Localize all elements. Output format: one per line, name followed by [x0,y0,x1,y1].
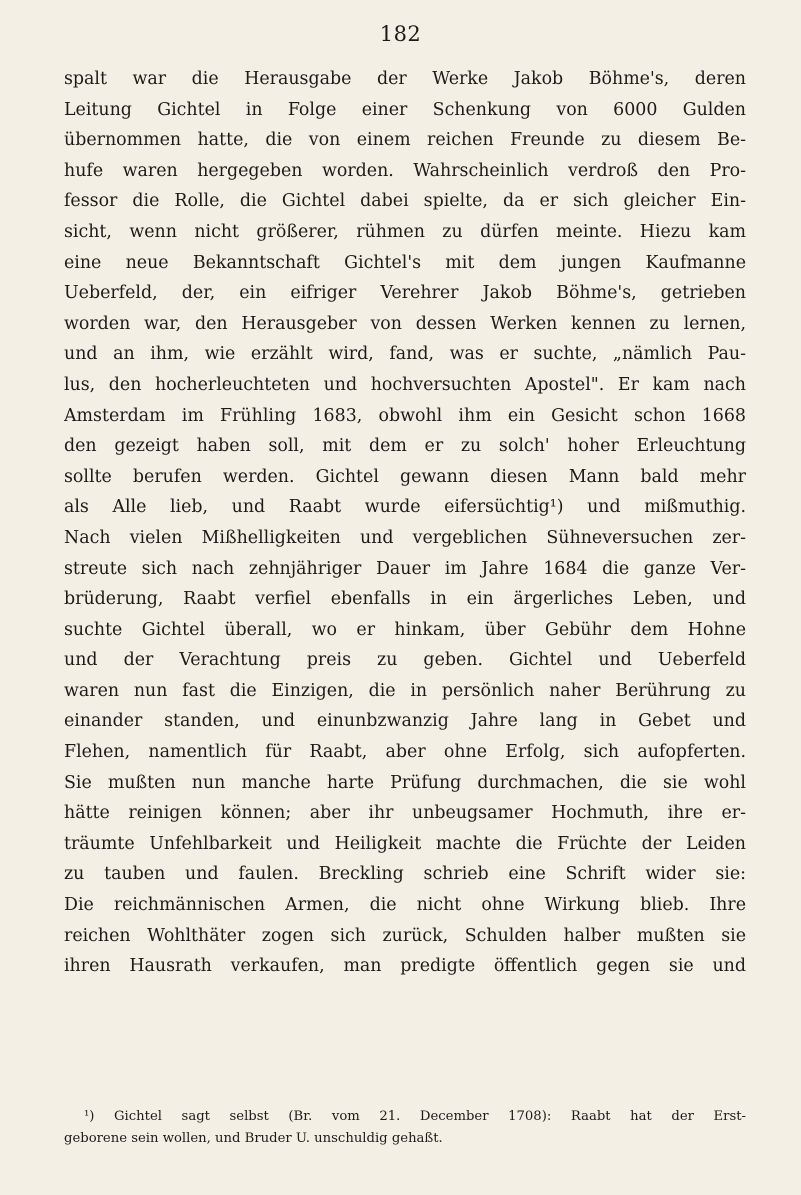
text-line: Flehen, namentlich für Raabt, aber ohne Erfolg, sich aufopferten. [64,742,746,763]
text-line: ihren Hausrath verkaufen, man predigte öffentlich gegen sie und [64,956,746,977]
text-line: worden war, den Herausgeber von dessen Werken kennen zu lernen, [64,313,746,334]
body-text [64,64,746,982]
footnote-line: geborene sein wollen, und Bruder U. unschuldig gehaßt. [64,1131,443,1146]
text-line: den gezeigt haben soll, mit dem er zu solch' hoher Erleuchtung [64,436,746,457]
footnotes [64,1106,746,1150]
text-line: übernommen hatte, die von einem reichen Freunde zu diesem Be- [64,130,746,151]
text-line: und an ihm, wie erzählt wird, fand, was er suchte, „nämlich Pau- [64,344,746,365]
text-line: sollte berufen werden. Gichtel gewann diesen Mann bald mehr [64,466,746,487]
text-line: hätte reinigen können; aber ihr unbeugsamer Hochmuth, ihre er- [64,803,746,824]
text-line: fessor die Rolle, die Gichtel dabei spielte, da er sich gleicher Ein- [64,191,746,212]
text-line: Leitung Gichtel in Folge einer Schenkung von 6000 Gulden [64,99,746,120]
text-line: brüderung, Raabt verfiel ebenfalls in ein ärgerliches Leben, und [64,589,746,610]
text-line: Amsterdam im Frühling 1683, obwohl ihm ein Gesicht schon 1668 [64,405,746,426]
page-number: 182 [379,22,422,46]
text-line: reichen Wohlthäter zogen sich zurück, Schulden halber mußten sie [64,925,746,946]
text-line: suchte Gichtel überall, wo er hinkam, über Gebühr dem Hohne [64,619,746,640]
text-line: waren nun fast die Einzigen, die in persönlich naher Berührung zu [64,680,746,701]
text-line: einander standen, und einunbzwanzig Jahre lang in Gebet und [64,711,746,732]
text-line: Sie mußten nun manche harte Prüfung durchmachen, die sie wohl [64,772,746,793]
text-line: eine neue Bekanntschaft Gichtel's mit dem jungen Kaufmanne [64,252,746,273]
text-line: lus, den hocherleuchteten und hochversuchten Apostel". Er kam nach [64,374,746,395]
text-line: und der Verachtung preis zu geben. Gichtel und Ueberfeld [64,650,746,671]
text-line: als Alle lieb, und Raabt wurde eifersüchtig¹) und mißmuthig. [64,497,746,518]
text-line: träumte Unfehlbarkeit und Heiligkeit machte die Früchte der Leiden [64,833,746,854]
text-line: Die reichmännischen Armen, die nicht ohne Wirkung blieb. Ihre [64,895,746,916]
text-line: streute sich nach zehnjähriger Dauer im Jahre 1684 die ganze Ver- [64,558,746,579]
text-line: Nach vielen Mißhelligkeiten und vergeblichen Sühneversuchen zer- [64,527,746,548]
text-line: Ueberfeld, der, ein eifriger Verehrer Jakob Böhme's, getrieben [64,283,746,304]
text-line: spalt war die Herausgabe der Werke Jakob Böhme's, deren [64,69,746,89]
text-line: zu tauben und faulen. Breckling schrieb eine Schrift wider sie: [64,864,746,885]
text-line: hufe waren hergegeben worden. Wahrscheinlich verdroß den Pro- [64,160,746,181]
text-line: sicht, wenn nicht größerer, rühmen zu dürfen meinte. Hiezu kam [64,221,746,242]
footnote-line: ¹) Gichtel sagt selbst (Br. vom 21. December 1708): Raabt hat der Erst- [84,1109,746,1124]
